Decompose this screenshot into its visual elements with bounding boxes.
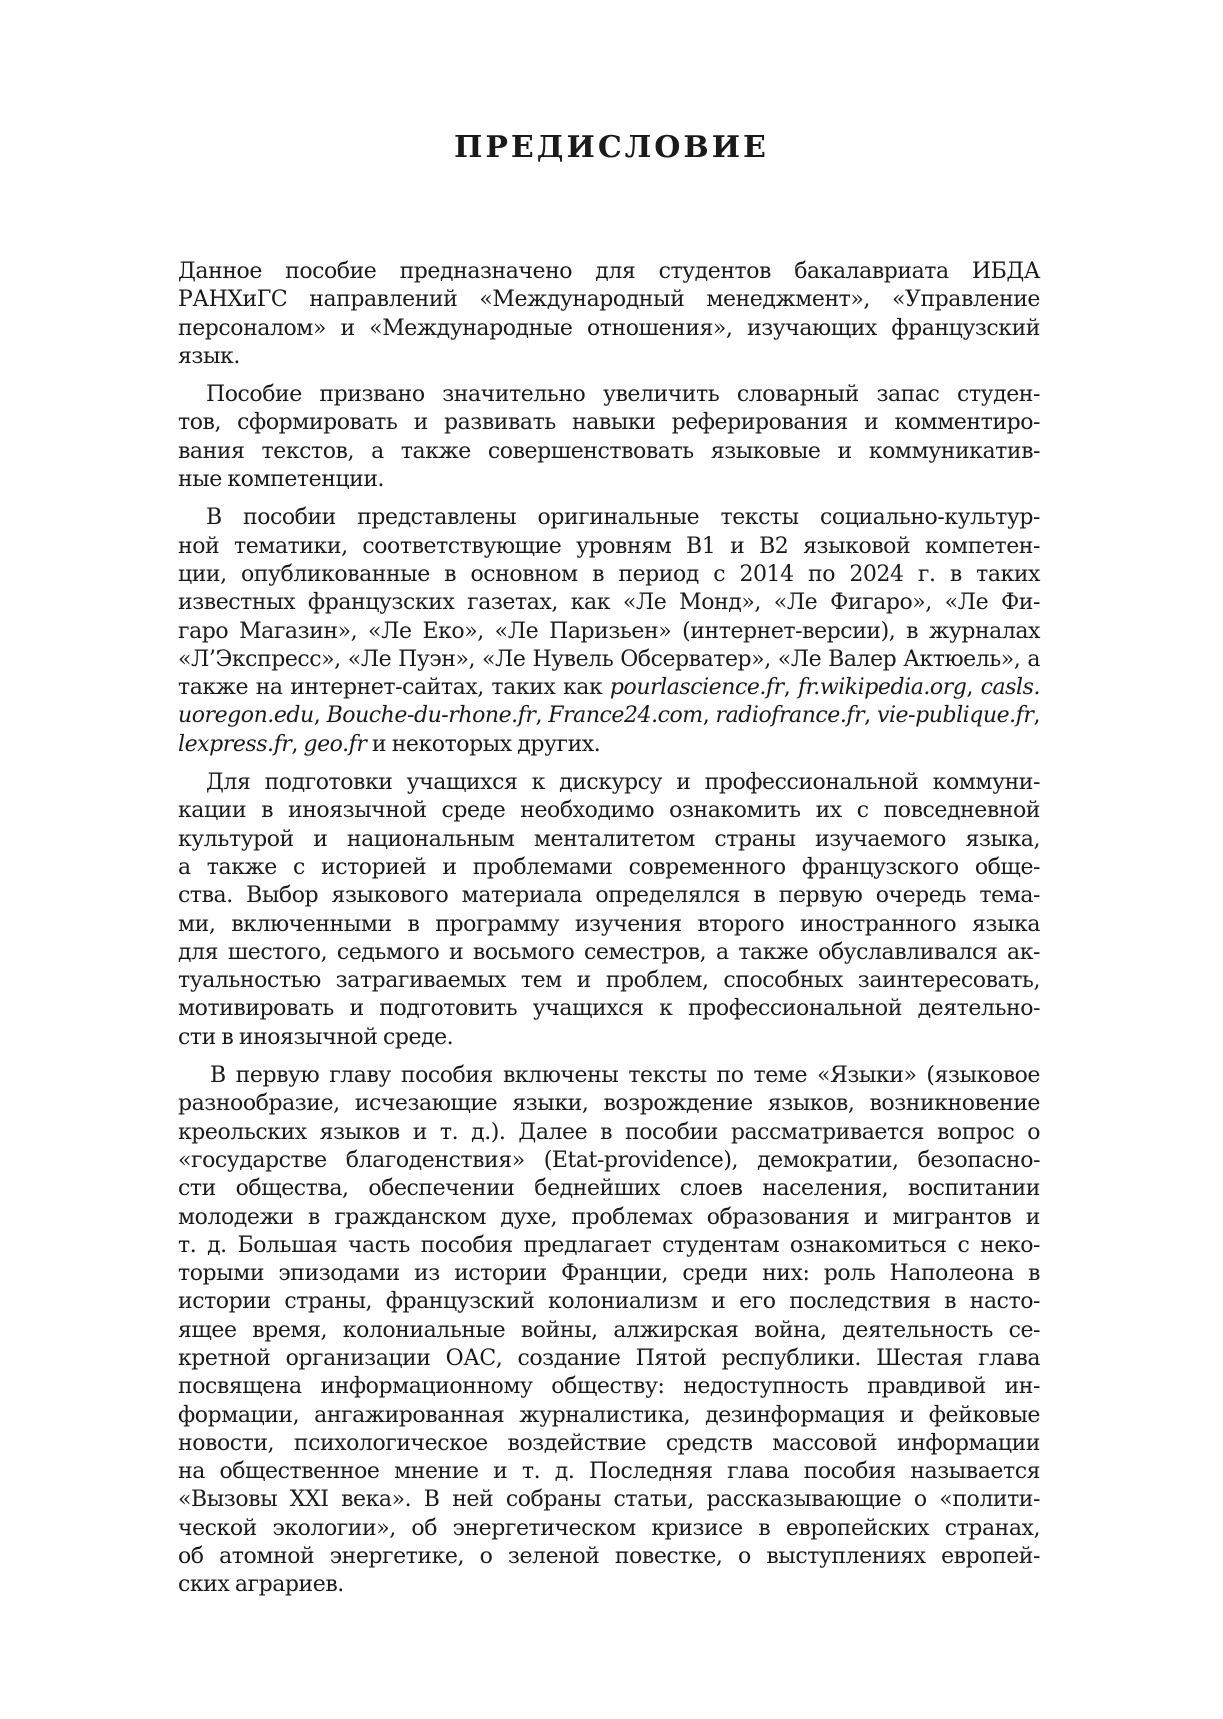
website-reference: Bouche-du-rhone.fr [326, 703, 536, 729]
text-line: ми, включенными в программу изучения второго иностранного языка [178, 911, 1040, 937]
text-line: ции, опубликованные в основном в период с 2014 по 2024 г. в таких [178, 561, 1040, 587]
text-line: кации в иноязычной среде необходимо ознакомить их с повседневной [178, 798, 1040, 824]
text-fragment: и некоторых других. [366, 731, 601, 757]
text-line: В первую главу пособия включены тексты по теме «Языки» (языковое [210, 1063, 1040, 1089]
text-line: «государстве благоденствия» (Etat-providence), демократии, безопасно- [178, 1147, 1040, 1173]
text-line: ной тематики, соответствующие уровням B1 и B2 языковой компетен- [178, 533, 1040, 559]
text-line: ящее время, колониальные войны, алжирская война, деятельность се- [178, 1317, 1040, 1343]
paragraph-4 [178, 769, 1040, 1052]
paragraph-3 [178, 504, 1040, 759]
paragraph-5 [178, 1062, 1040, 1600]
page-title: ПРЕДИСЛОВИЕ [454, 130, 769, 165]
text-line: персоналом» и «Международные отношения», изучающих французский [178, 315, 1040, 341]
paragraph-1 [178, 258, 1040, 371]
website-reference: France24.com [548, 703, 703, 729]
body-text [178, 258, 1040, 1610]
text-line: ные компетенции. [178, 467, 385, 493]
text-line: Пособие призвано значительно увеличить словарный запас студен- [206, 382, 1040, 408]
website-reference: radiofrance.fr [715, 703, 865, 729]
text-line: РАНХиГС направлений «Международный менеджмент», «Управление [178, 287, 1040, 313]
text-line: культурой и национальным менталитетом страны изучаемого языка, [178, 826, 1040, 852]
website-reference: geo.fr [303, 731, 367, 757]
text-fragment: также на интернет-сайтах, таких как [178, 675, 610, 701]
text-line: язык. [178, 343, 240, 369]
text-line: ческой экологии», об энергетическом кризисе в европейских странах, [178, 1515, 1040, 1541]
text-line: истории страны, французский колониализм и его последствия в насто- [178, 1289, 1040, 1315]
text-line: «Вызовы XXI века». В ней собраны статьи, рассказывающие о «полити- [178, 1487, 1040, 1513]
text-line-mixed: lexpress.fr, geo.fr и некоторых других. [178, 731, 601, 757]
text-line-mixed: uoregon.edu, Bouche-du-rhone.fr, France24.com, radiofrance.fr, vie-publique.fr, [178, 703, 1041, 729]
text-line: кретной организации ОАС, создание Пятой республики. Шестая глава [178, 1345, 1040, 1371]
website-reference: vie-publique.fr [876, 703, 1034, 729]
text-line: гаро Магазин», «Ле Еко», «Ле Паризьен» (интернет-версии), в журналах [178, 618, 1040, 644]
website-reference: lexpress.fr [178, 731, 292, 757]
text-line: мотивировать и подготовить учащихся к профессиональной деятельно- [178, 996, 1040, 1022]
text-line: сти общества, обеспечении беднейших слоев населения, воспитании [178, 1176, 1040, 1202]
text-line: В пособии представлены оригинальные тексты социально-культур- [206, 505, 1040, 531]
text-line: ства. Выбор языкового материала определялся в первую очередь тема- [178, 883, 1040, 909]
text-line: т. д. Большая часть пособия предлагает студентам ознакомиться с неко- [178, 1232, 1040, 1258]
text-line: на общественное мнение и т. д. Последняя глава пособия называется [178, 1459, 1040, 1485]
text-line: сти в иноязычной среде. [178, 1024, 454, 1050]
text-line: туальностью затрагиваемых тем и проблем, способных заинтересовать, [178, 968, 1040, 994]
text-line: посвящена информационному обществу: недоступность правдивой ин- [178, 1374, 1040, 1400]
website-reference: uoregon.edu [178, 703, 314, 729]
text-line: Для подготовки учащихся к дискурсу и профессиональной коммуни- [206, 770, 1040, 796]
text-line: формации, ангажированная журналистика, дезинформация и фейковые [178, 1402, 1040, 1428]
text-line: тов, сформировать и развивать навыки реферирования и комментиро- [178, 410, 1040, 436]
text-line: новости, психологическое воздействие средств массовой информации [178, 1430, 1040, 1456]
paragraph-2 [178, 381, 1040, 494]
website-reference: casls. [980, 675, 1040, 701]
text-line: Данное пособие предназначено для студентов бакалавриата ИБДА [178, 259, 1040, 284]
text-line: известных французских газетах, как «Ле Монд», «Ле Фигаро», «Ле Фи- [178, 590, 1040, 616]
text-line: молодежи в гражданском духе, проблемах образования и мигрантов и [178, 1204, 1040, 1230]
website-reference: pourlascience.fr [609, 675, 784, 701]
text-line: торыми эпизодами из истории Франции, среди них: роль Наполеона в [178, 1261, 1040, 1287]
text-line: для шестого, седьмого и восьмого семестров, а также обуславливался ак- [178, 939, 1040, 965]
text-line: «Л’Экспресс», «Ле Пуэн», «Ле Нувель Обсерватер», «Ле Валер Актюель», а [178, 646, 1040, 672]
text-line: а также с историей и проблемами современного французского обще- [178, 854, 1040, 880]
text-line: разнообразие, исчезающие языки, возрождение языков, возникновение [178, 1091, 1040, 1117]
website-reference: fr.wikipedia.org [797, 675, 967, 701]
text-line: вания текстов, а также совершенствовать языковые и коммуникатив- [178, 438, 1040, 464]
text-line: ских аграриев. [178, 1572, 344, 1598]
text-line: креольских языков и т. д.). Далее в пособии рассматривается вопрос о [178, 1119, 1040, 1145]
text-line-mixed: также на интернет-сайтах, таких как pourlascience.fr, fr.wikipedia.org, casls. [178, 675, 1040, 701]
text-line: об атомной энергетике, о зеленой повестке, о выступлениях европей- [178, 1544, 1040, 1570]
